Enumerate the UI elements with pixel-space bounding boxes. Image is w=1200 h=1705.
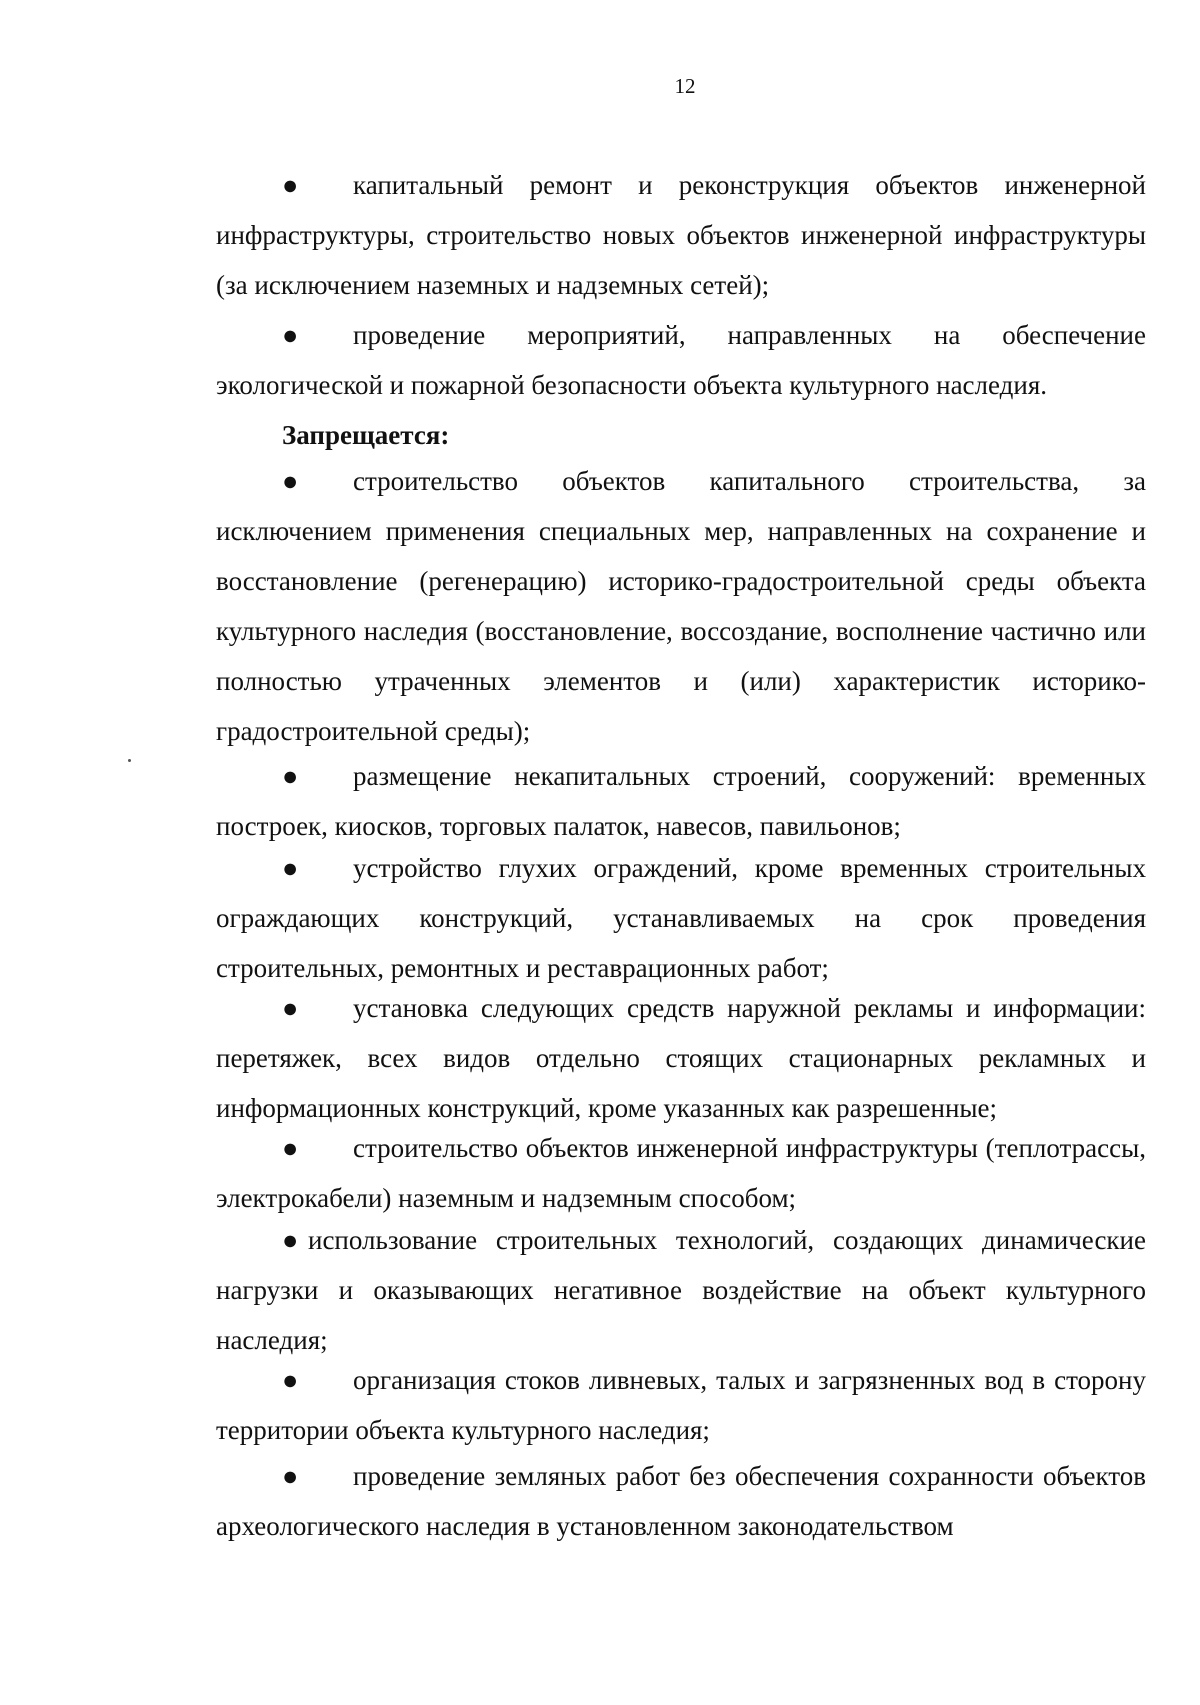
list-item-text: размещение некапитальных строений, сооружений: временных построек, киосков, торговых палаток, навесов, павильонов; [216,761,1146,841]
list-item-text: капитальный ремонт и реконструкция объектов инженерной инфраструктуры, строительство новых объектов инженерной инфраструктуры (за исключением наземных и надземных сетей); [216,170,1146,300]
list-item [216,1215,1146,1355]
list-item-text: проведение земляных работ без обеспечения сохранности объектов археологического наследия в установленном законодательством [216,1461,1146,1541]
bullet-icon: ● [282,466,299,496]
list-item-text: установка следующих средств наружной рекламы и информации: перетяжек, всех видов отдельно стоящих стационарных рекламных и информационных конструкций, кроме указанных как разрешенные; [216,993,1146,1123]
list-item-text: использование строительных технологий, создающих динамические нагрузки и оказывающих негативное воздействие на объект культурного наследия; [216,1225,1146,1355]
list-item [216,310,1146,410]
list-item [216,1355,1146,1451]
list-item-text: строительство объектов капитального строительства, за исключением применения специальных мер, направленных на сохранение и восстановление (регенерацию) историко-градостроительной среды объекта культурного наследия (восстановление, воссоздание, восполнение частично или полностью утраченных элементов и (или) характеристик историко-градостроительной среды); [216,466,1146,746]
list-item-text: проведение мероприятий, направленных на обеспечение экологической и пожарной безопасности объекта культурного наследия. [216,320,1146,400]
bullet-icon: ● [282,1225,299,1255]
list-item [216,983,1146,1123]
bullet-icon: ● [282,1365,299,1395]
list-item [216,751,1146,843]
bullet-icon: ● [282,761,299,791]
list-item [216,1451,1146,1551]
list-item [216,843,1146,983]
document-body [216,160,1146,1551]
bullet-icon: ● [282,170,299,200]
page-number: 12 [674,74,696,98]
bullet-icon: ● [282,1461,299,1491]
bullet-icon: ● [282,993,299,1023]
list-item-text: устройство глухих ограждений, кроме временных строительных ограждающих конструкций, устанавливаемых на срок проведения строительных, ремонтных и реставрационных работ; [216,853,1146,983]
bullet-icon: ● [282,1133,299,1163]
list-item-text: строительство объектов инженерной инфраструктуры (теплотрассы, электрокабели) наземным и надземным способом; [216,1133,1146,1213]
section-heading: Запрещается: [282,420,450,450]
list-item [216,456,1146,751]
scan-speck [128,759,131,762]
list-item [216,1123,1146,1215]
bullet-icon: ● [282,320,299,350]
list-item-text: организация стоков ливневых, талых и загрязненных вод в сторону территории объекта культурного наследия; [216,1365,1146,1445]
list-item [216,160,1146,310]
bullet-icon: ● [282,853,299,883]
